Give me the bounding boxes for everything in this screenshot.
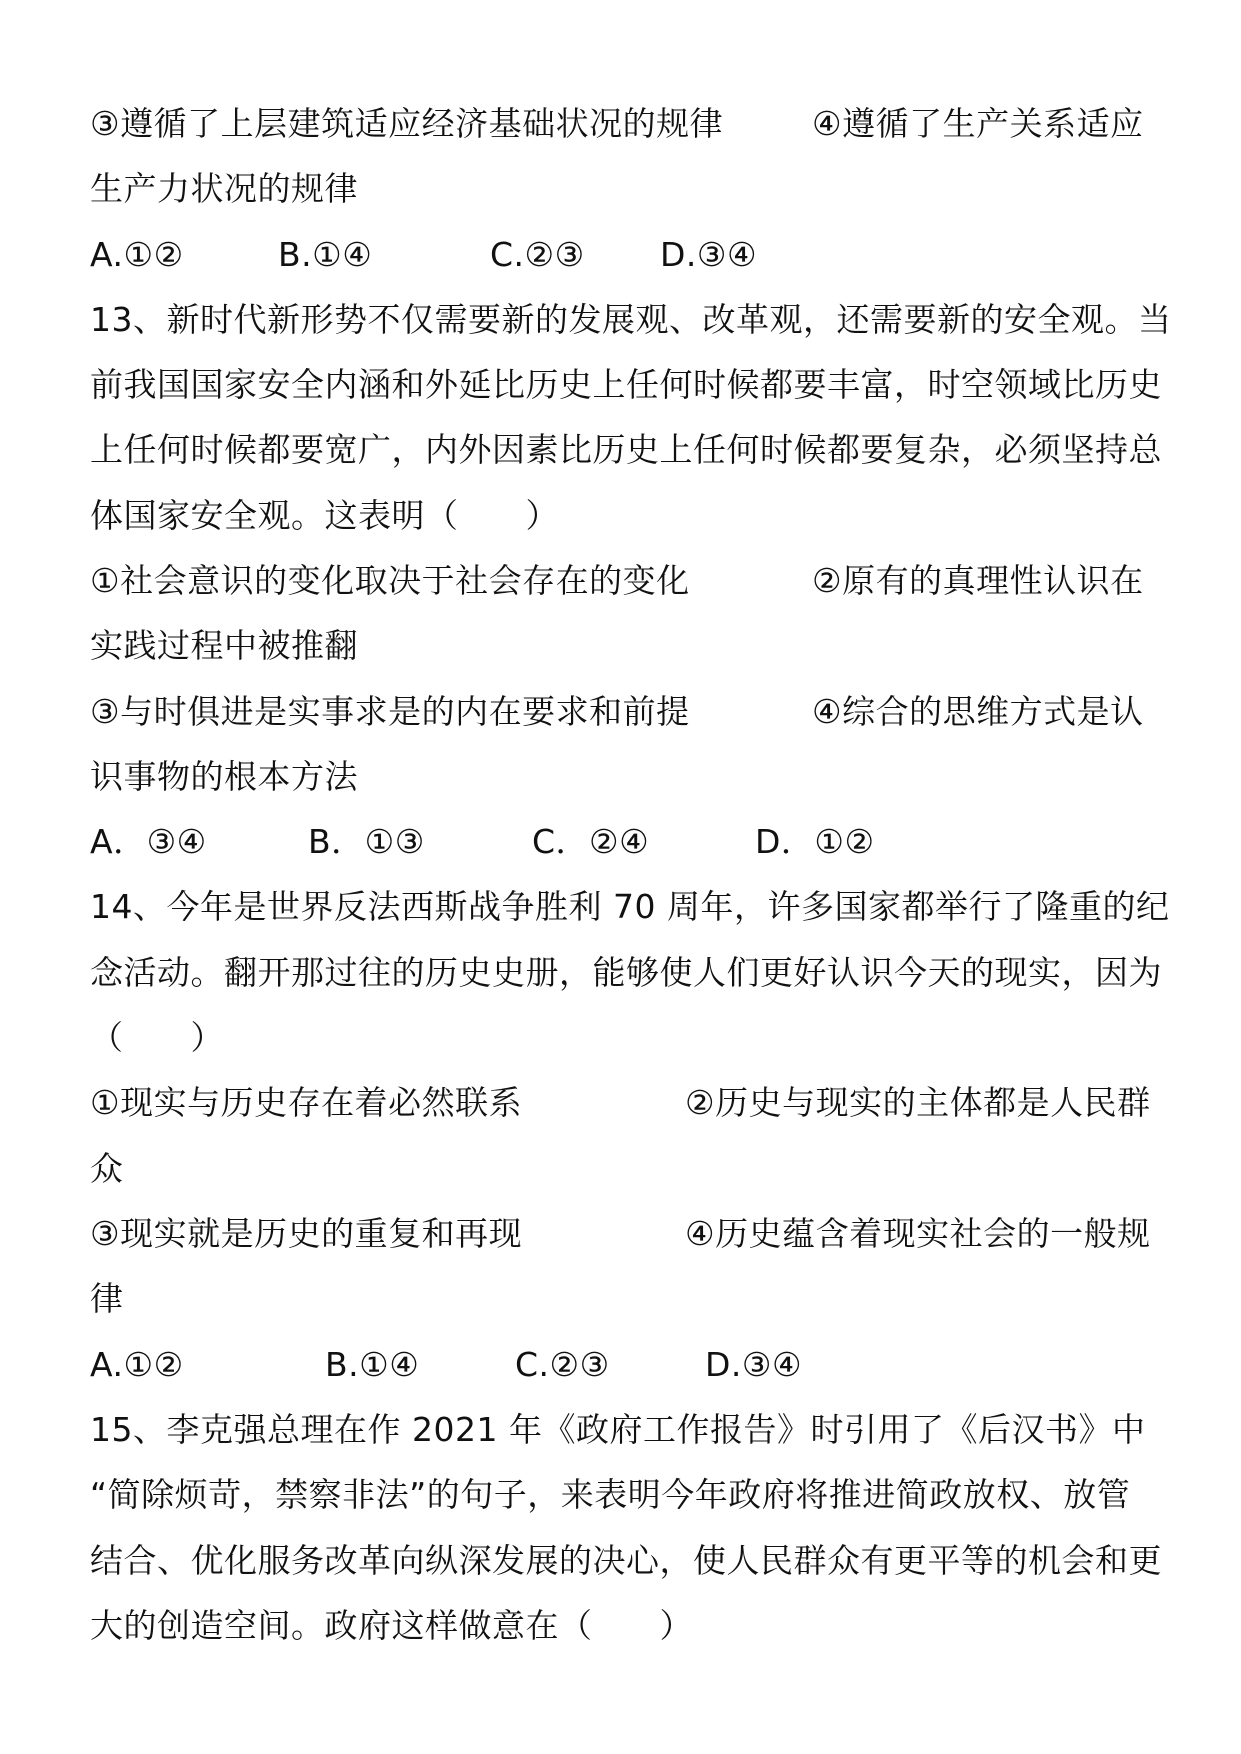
q14-option-4-cont: 律 <box>90 1279 124 1318</box>
q14-option-2-cont: 众 <box>90 1149 124 1188</box>
q12-option-3: ③遵循了上层建筑适应经济基础状况的规律 <box>90 104 724 143</box>
q12-choice-d: D.③④ <box>660 235 758 274</box>
q15-stem-line: 大的创造空间。政府这样做意在（ ） <box>90 1606 693 1645</box>
q14-option-2: ②历史与现实的主体都是人民群 <box>685 1083 1151 1122</box>
q13-option-1: ①社会意识的变化取决于社会存在的变化 <box>90 561 690 600</box>
q13-option-4: ④综合的思维方式是认 <box>812 692 1144 731</box>
q13-option-3: ③与时俱进是实事求是的内在要求和前提 <box>90 692 690 731</box>
q12-option-4: ④遵循了生产关系适应 <box>812 104 1144 143</box>
q14-choice-d: D.③④ <box>705 1345 803 1384</box>
q12-choice-a: A.①② <box>90 235 184 274</box>
q13-choice-d: D．①② <box>755 822 875 861</box>
q13-choice-c: C．②④ <box>532 822 650 861</box>
q15-stem-line: “简除烦苛，禁察非法”的句子，来表明今年政府将推进简政放权、放管 <box>90 1475 1131 1514</box>
q13-choice-a: A．③④ <box>90 822 207 861</box>
q13-option-2: ②原有的真理性认识在 <box>812 561 1144 600</box>
q13-option-2-cont: 实践过程中被推翻 <box>90 626 358 665</box>
q14-stem-line: （ ） <box>90 1018 224 1057</box>
q14-choice-b: B.①④ <box>325 1345 420 1384</box>
q15-stem-line: 结合、优化服务改革向纵深发展的决心，使人民群众有更平等的机会和更 <box>90 1541 1162 1580</box>
q14-option-3: ③现实就是历史的重复和再现 <box>90 1214 523 1253</box>
q14-stem-line: 念活动。翻开那过往的历史史册，能够使人们更好认识今天的现实，因为 <box>90 953 1162 992</box>
q14-option-1: ①现实与历史存在着必然联系 <box>90 1083 523 1122</box>
q13-stem-line: 上任何时候都要宽广，内外因素比历史上任何时候都要复杂，必须坚持总 <box>90 430 1162 469</box>
q13-stem-line: 体国家安全观。这表明（ ） <box>90 496 559 535</box>
q15-stem-line: 15、李克强总理在作 2021 年《政府工作报告》时引用了《后汉书》中 <box>90 1410 1146 1449</box>
q12-choice-b: B.①④ <box>278 235 373 274</box>
q14-option-4: ④历史蕴含着现实社会的一般规 <box>685 1214 1151 1253</box>
q12-option-4-cont: 生产力状况的规律 <box>90 169 358 208</box>
q13-option-4-cont: 识事物的根本方法 <box>90 757 358 796</box>
q14-stem-line: 14、今年是世界反法西斯战争胜利 70 周年，许多国家都举行了隆重的纪 <box>90 887 1170 926</box>
q13-stem-line: 前我国国家安全内涵和外延比历史上任何时候都要丰富，时空领域比历史 <box>90 365 1162 404</box>
q14-choice-c: C.②③ <box>515 1345 610 1384</box>
q12-choice-c: C.②③ <box>490 235 585 274</box>
q14-choice-a: A.①② <box>90 1345 184 1384</box>
q13-choice-b: B．①③ <box>308 822 425 861</box>
q13-stem-line: 13、新时代新形势不仅需要新的发展观、改革观，还需要新的安全观。当 <box>90 300 1172 339</box>
